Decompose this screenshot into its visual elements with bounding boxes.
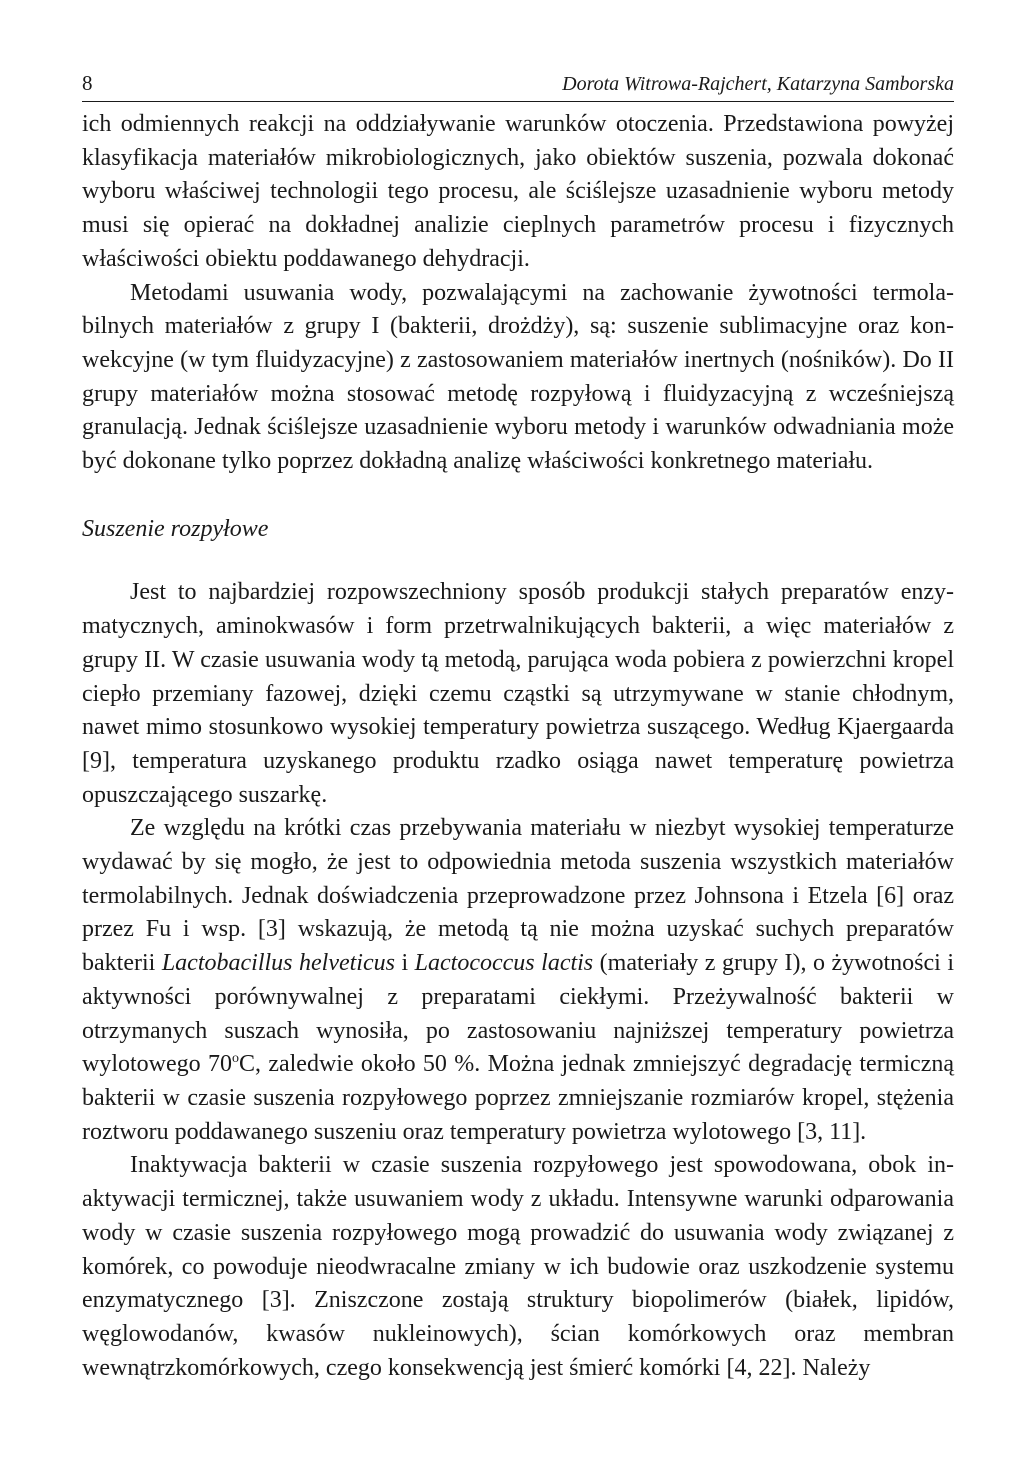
species-name: Lactococcus lactis xyxy=(414,950,594,977)
paragraph-drying-methods: Metodami usuwania wody, pozwalającymi na zachowanie żywotności termolabilnych materiałów z grupy I (bakterii, drożdży), są: suszenie sublimacyjne oraz konwekcyjne (w tym fluidyzacyjne) z zastosowaniem materiałów inertnych (nośników). Do II grupy materiałów można stosować metodę rozpyłową i fluidyzacyjną z wcześniejszą granulacją. Jednak ściślejsze uzasadnienie wyboru metody i warunków odwadniania może być dokonane tylko poprzez dokładną analizę właściwości konkretnego materiału. xyxy=(82,279,954,475)
running-header-authors: Dorota Witrowa-Rajchert, Katarzyna Samborska xyxy=(562,73,954,95)
page-number: 8 xyxy=(82,71,93,95)
paragraph-continuation: ich odmiennych reakcji na oddziaływanie warunków otoczenia. Przedstawiona powyżej klasyfikacja materiałów mikrobiologicznych, jako obiektów suszenia, pozwala dokonać wyboru właściwej technologii tego procesu, ale ściślejsze uzasadnienie wyboru metody musi się opierać na dokładnej analizie cieplnych parametrów procesu i fizycznych właściwości obiektu poddawanego dehydracji. xyxy=(82,111,954,272)
paragraph-spray-drying-bacteria xyxy=(82,812,954,1149)
paragraph-inactivation: Inaktywacja bakterii w czasie suszenia rozpyłowego jest spowodowana, obok inaktywacji termicznej, także usuwaniem wody z układu. Intensywne warunki odparowania wody w czasie suszenia rozpyłowego mogą prowadzić do usuwania wody związanej z komórek, co powoduje nieodwracalne zmiany w ich budowie oraz uszkodzenie systemu enzymatycznego [3]. Zniszczone zostają struktury biopolimerów (białek, lipidów, węglowodanów, kwasów nukleinowych), ścian komórkowych oraz membran wewnątrzkomórkowych, czego konsekwencją jest śmierć komórki [4, 22]. Należy xyxy=(82,1152,954,1381)
running-header xyxy=(82,70,954,102)
paragraph-text: C, zaledwie około 50 %. Można jednak zmniejszyć degradację termiczną bakterii w czasie suszenia rozpyłowego poprzez zmniejszanie rozmiarów kropel, stężenia roztworu poddawanego suszeniu oraz temperatury powietrza wylotowego [3, 11]. xyxy=(82,1051,954,1145)
section-heading: Suszenie rozpyłowe xyxy=(82,515,269,542)
paragraph-spray-drying-intro: Jest to najbardziej rozpowszechniony sposób produkcji stałych preparatów enzymatycznych, aminokwasów i form przetrwalnikujących bakterii, a więc materiałów z grupy II. W czasie usuwania wody tą metodą, parująca woda pobiera z powierzchni kropel ciepło przemiany fazowej, dzięki czemu cząstki są utrzymywane w stanie chłodnym, nawet mimo stosunkowo wysokiej temperatury powietrza suszącego. Według Kjaergaarda [9], temperatura uzyskanego produktu rzadko osiąga nawet temperaturę powietrza opuszczającego suszarkę. xyxy=(82,579,954,808)
paragraph-text: i xyxy=(394,950,415,977)
paragraph-text: (materiały z grupy I), o żywotności i aktywności porównywalnej z preparatami ciekłymi. Przeżywalność bakterii w otrzymanych suszach wynosiła, po zastosowaniu najniższej temperatury powietrza wylotowego 70 xyxy=(82,950,954,1078)
species-name: Lactobacillus helveticus xyxy=(161,950,395,977)
paragraph-text: Ze względu na krótki czas przebywania materiału w niezbyt wysokiej temperaturze wydawać by się mogło, że jest to odpowiednia metoda suszenia wszystkich materiałów termolabilnych. Jednak doświadczenia przeprowadzone przez Johnsona i Etzela [6] oraz przez Fu i wsp. [3] wskazują, że metodą tą nie można uzyskać suchych preparatów bakterii xyxy=(82,815,954,977)
degree-superscript: o xyxy=(231,1051,239,1067)
document-page xyxy=(82,70,954,1385)
body-text xyxy=(82,108,954,1385)
